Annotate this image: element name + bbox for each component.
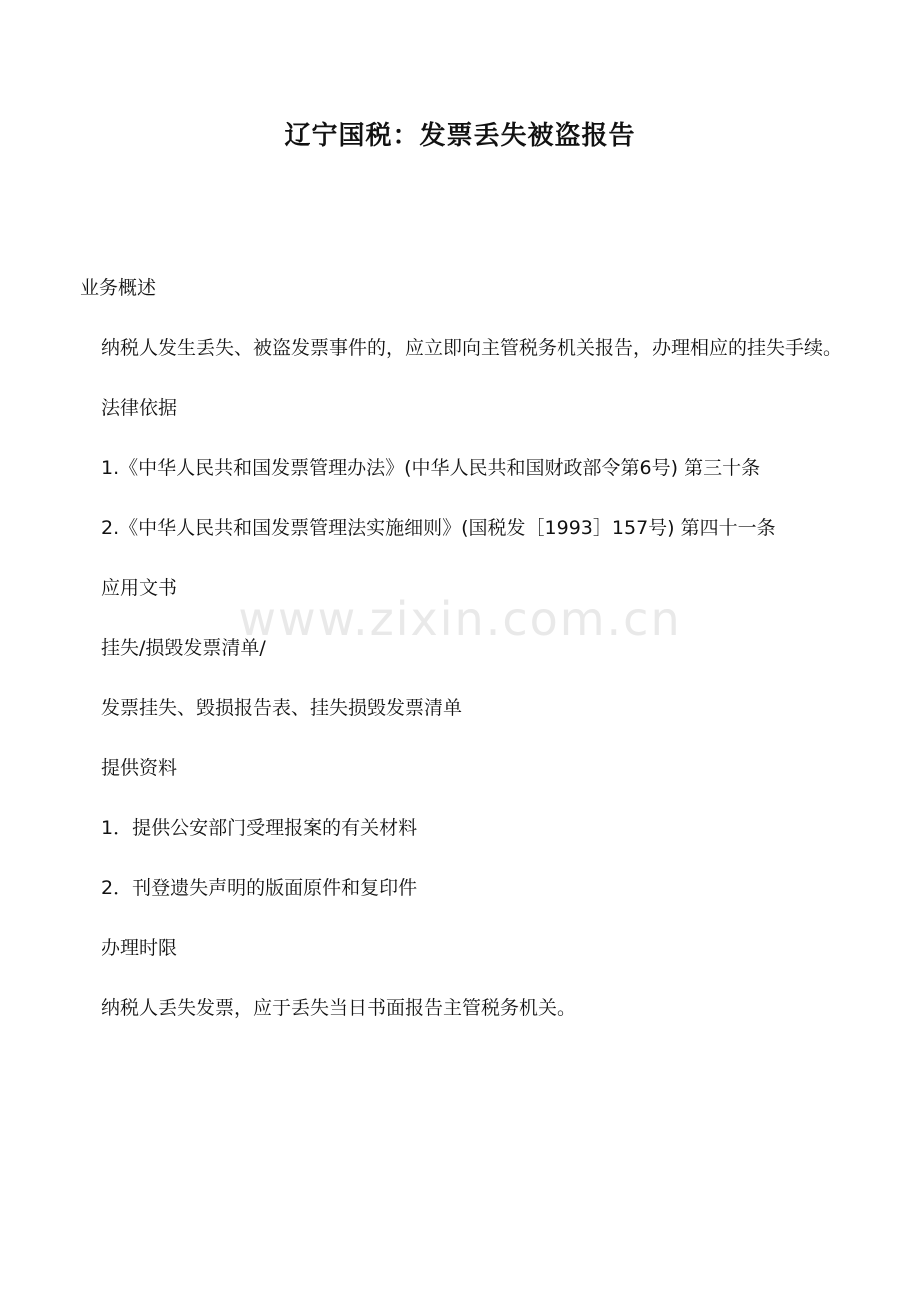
time-limit-paragraph: 纳税人丢失发票，应于丢失当日书面报告主管税务机关。 bbox=[101, 997, 577, 1019]
section-heading-legal-basis: 法律依据 bbox=[101, 397, 178, 419]
document-item-1: 挂失/损毁发票清单/ bbox=[101, 637, 266, 659]
materials-item-1: 1．提供公安部门受理报案的有关材料 bbox=[101, 817, 418, 839]
legal-basis-item-1: 1.《中华人民共和国发票管理办法》(中华人民共和国财政部令第6号) 第三十条 bbox=[101, 457, 761, 479]
section-heading-overview: 业务概述 bbox=[80, 277, 157, 299]
section-heading-time-limit: 办理时限 bbox=[101, 937, 178, 959]
materials-item-2: 2．刊登遗失声明的版面原件和复印件 bbox=[101, 877, 418, 899]
document-title: 辽宁国税：发票丢失被盗报告 bbox=[284, 121, 636, 151]
document-item-2: 发票挂失、毁损报告表、挂失损毁发票清单 bbox=[101, 697, 463, 719]
watermark: www.zixin.com.cn bbox=[238, 592, 682, 646]
overview-paragraph: 纳税人发生丢失、被盗发票事件的，应立即向主管税务机关报告，办理相应的挂失手续。 bbox=[101, 337, 843, 359]
section-heading-materials: 提供资料 bbox=[101, 757, 178, 779]
section-heading-documents: 应用文书 bbox=[101, 577, 178, 599]
document-body bbox=[80, 258, 842, 1038]
legal-basis-item-2: 2.《中华人民共和国发票管理法实施细则》(国税发［1993］157号) 第四十一条 bbox=[101, 517, 776, 539]
